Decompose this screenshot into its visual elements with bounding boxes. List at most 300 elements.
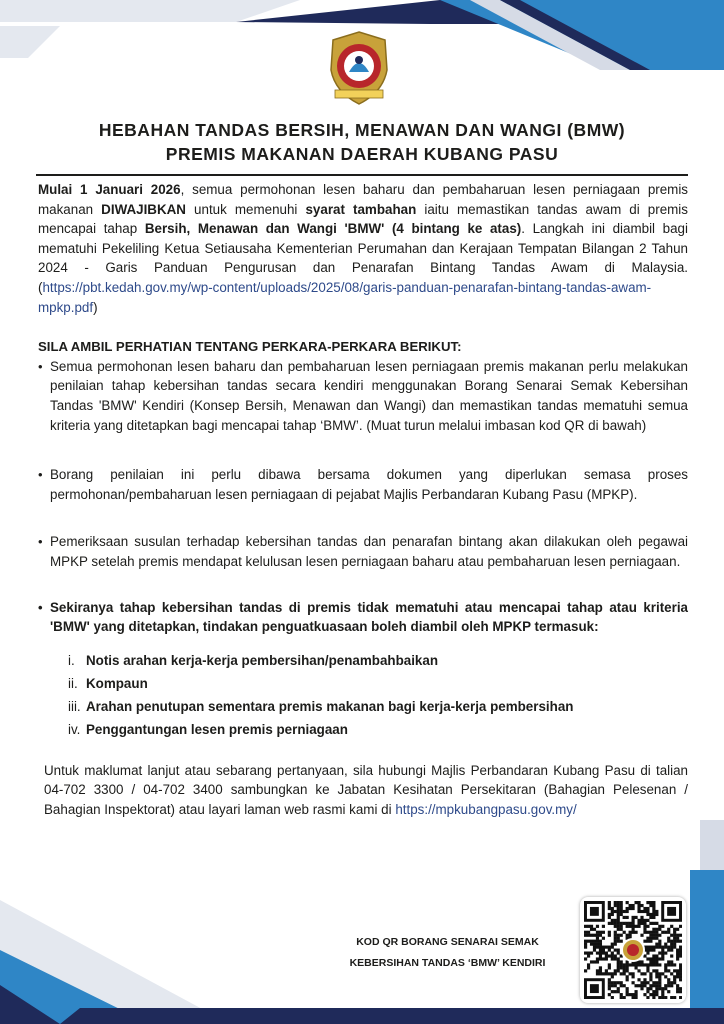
- qr-module: [593, 934, 596, 937]
- qr-module: [652, 901, 655, 904]
- qr-module: [646, 996, 649, 999]
- qr-module: [679, 996, 682, 999]
- qr-module: [643, 922, 646, 925]
- qr-module: [661, 987, 664, 990]
- qr-module: [670, 996, 673, 999]
- qr-module: [629, 972, 632, 975]
- title-line-2: PREMIS MAKANAN DAERAH KUBANG PASU: [165, 144, 559, 164]
- qr-module: [632, 925, 635, 928]
- qr-module: [596, 946, 599, 949]
- top-light-stripe: [470, 0, 630, 70]
- qr-module: [679, 946, 682, 949]
- qr-module: [676, 969, 679, 972]
- qr-module: [623, 966, 626, 969]
- qr-module: [652, 916, 655, 919]
- qr-module: [623, 984, 626, 987]
- qr-module: [676, 934, 679, 937]
- qr-module: [670, 972, 673, 975]
- qr-module: [617, 919, 620, 922]
- qr-module: [626, 978, 629, 981]
- qr-module: [637, 922, 640, 925]
- qr-module: [629, 934, 632, 937]
- qr-module: [673, 963, 676, 966]
- qr-module: [632, 975, 635, 978]
- list-item-follow-up: • Pemeriksaan susulan terhadap kebersihan tandas dan penarafan bintang akan dilakukan oleh pegawai MPKP setelah premis mendapat kelulusan lesen perniagaan baharu atau pembaharuan lesen perniagaan.: [38, 532, 688, 571]
- qr-module: [620, 928, 623, 931]
- qr-module: [632, 922, 635, 925]
- qr-module: [611, 984, 614, 987]
- qr-module: [676, 937, 679, 940]
- qr-module: [646, 937, 649, 940]
- qr-module: [620, 934, 623, 937]
- top-navy-band: [236, 0, 724, 24]
- qr-module: [664, 946, 667, 949]
- qr-module: [667, 984, 670, 987]
- qr-module: [676, 957, 679, 960]
- qr-module: [623, 996, 626, 999]
- qr-module: [608, 913, 611, 916]
- qr-module: [673, 940, 676, 943]
- qr-module: [658, 951, 661, 954]
- qr-module: [655, 975, 658, 978]
- action-text: Arahan penutupan sementara premis makanan bagi kerja-kerja pembersihan: [86, 698, 574, 714]
- qr-module: [623, 972, 626, 975]
- qr-finder: [590, 984, 599, 993]
- qr-module: [679, 925, 682, 928]
- qr-module: [617, 949, 620, 952]
- intro-text-3: iaitu memastikan tandas awam di premis mencapai tahap: [38, 201, 688, 237]
- qr-module: [620, 913, 623, 916]
- action-text: Notis arahan kerja-kerja pembersihan/penambahbaikan: [86, 652, 439, 668]
- qr-module: [605, 951, 608, 954]
- qr-module: [649, 978, 652, 981]
- qr-module: [664, 969, 667, 972]
- qr-module: [658, 957, 661, 960]
- qr-module: [643, 963, 646, 966]
- qr-module: [652, 931, 655, 934]
- qr-module: [640, 934, 643, 937]
- qr-module: [608, 907, 611, 910]
- qr-module: [614, 969, 617, 972]
- qr-module: [655, 913, 658, 916]
- qr-module: [614, 984, 617, 987]
- qr-module: [661, 972, 664, 975]
- qr-module: [646, 946, 649, 949]
- qr-module: [679, 987, 682, 990]
- qr-module: [661, 990, 664, 993]
- qr-module: [596, 957, 599, 960]
- qr-module: [634, 966, 637, 969]
- qr-module: [602, 931, 605, 934]
- qr-module: [620, 904, 623, 907]
- bottom-navy-strip: [60, 1008, 724, 1024]
- qr-module: [620, 922, 623, 925]
- qr-module: [617, 922, 620, 925]
- qr-module: [584, 969, 587, 972]
- qr-module: [646, 910, 649, 913]
- qr-module: [649, 937, 652, 940]
- qr-module: [605, 969, 608, 972]
- qr-module: [667, 960, 670, 963]
- qr-module: [679, 972, 682, 975]
- qr-module: [611, 946, 614, 949]
- qr-module: [655, 922, 658, 925]
- qr-module: [599, 954, 602, 957]
- qr-module: [679, 975, 682, 978]
- qr-module: [664, 987, 667, 990]
- qr-module: [605, 957, 608, 960]
- qr-module: [673, 928, 676, 931]
- qr-module: [599, 966, 602, 969]
- qr-module: [608, 934, 611, 937]
- qr-module: [658, 943, 661, 946]
- qr-module: [611, 975, 614, 978]
- qr-module: [605, 954, 608, 957]
- qr-module: [634, 901, 637, 904]
- qr-module: [602, 972, 605, 975]
- qr-module: [655, 981, 658, 984]
- qr-module: [655, 946, 658, 949]
- qr-module: [623, 916, 626, 919]
- qr-module: [649, 931, 652, 934]
- qr-module: [655, 954, 658, 957]
- qr-module: [667, 931, 670, 934]
- qr-module: [626, 993, 629, 996]
- qr-module: [652, 922, 655, 925]
- qr-module: [646, 925, 649, 928]
- intro-end: ): [93, 299, 98, 315]
- qr-module: [673, 937, 676, 940]
- qr-module: [584, 934, 587, 937]
- qr-module: [679, 949, 682, 952]
- qr-module: [617, 910, 620, 913]
- qr-module: [640, 987, 643, 990]
- qr-module: [584, 951, 587, 954]
- qr-module: [667, 949, 670, 952]
- qr-module: [632, 931, 635, 934]
- qr-module: [614, 931, 617, 934]
- qr-module: [593, 940, 596, 943]
- qr-module: [632, 916, 635, 919]
- qr-module: [596, 960, 599, 963]
- qr-module: [652, 990, 655, 993]
- qr-module: [602, 937, 605, 940]
- qr-module: [611, 919, 614, 922]
- qr-module: [643, 993, 646, 996]
- qr-module: [634, 916, 637, 919]
- qr-module: [667, 981, 670, 984]
- qr-module: [637, 901, 640, 904]
- qr-module: [649, 972, 652, 975]
- qr-module: [640, 963, 643, 966]
- qr-module: [643, 928, 646, 931]
- qr-module: [655, 957, 658, 960]
- qr-module: [649, 922, 652, 925]
- qr-module: [676, 949, 679, 952]
- qr-module: [614, 910, 617, 913]
- qr-module: [611, 907, 614, 910]
- qr-module: [614, 901, 617, 904]
- qr-module: [649, 984, 652, 987]
- qr-module: [652, 946, 655, 949]
- top-left-arrow: [0, 26, 60, 58]
- qr-module: [611, 951, 614, 954]
- qr-module: [632, 981, 635, 984]
- qr-module: [661, 954, 664, 957]
- top-light-band: [0, 0, 300, 22]
- qr-module: [640, 919, 643, 922]
- qr-module: [584, 931, 587, 934]
- qr-module: [664, 943, 667, 946]
- qr-module: [661, 951, 664, 954]
- qr-module: [673, 978, 676, 981]
- qr-module: [667, 928, 670, 931]
- qr-module: [617, 901, 620, 904]
- document-body: [38, 180, 688, 819]
- qr-module: [632, 904, 635, 907]
- qr-module: [646, 907, 649, 910]
- qr-module: [679, 963, 682, 966]
- qr-module: [658, 996, 661, 999]
- intro-text-2: untuk memenuhi: [185, 201, 306, 217]
- qr-module: [658, 975, 661, 978]
- qr-module: [623, 910, 626, 913]
- qr-module: [629, 904, 632, 907]
- qr-module: [608, 972, 611, 975]
- qr-module: [599, 949, 602, 952]
- qr-module: [667, 969, 670, 972]
- qr-module: [652, 937, 655, 940]
- qr-module: [626, 987, 629, 990]
- qr-module: [655, 910, 658, 913]
- action-item: [68, 672, 688, 695]
- qr-module: [617, 934, 620, 937]
- qr-module: [599, 957, 602, 960]
- qr-module: [637, 907, 640, 910]
- qr-module: [664, 984, 667, 987]
- qr-module: [664, 966, 667, 969]
- qr-code-icon[interactable]: [584, 901, 682, 999]
- qr-module: [587, 931, 590, 934]
- qr-module: [637, 984, 640, 987]
- qr-module: [667, 940, 670, 943]
- qr-module: [667, 946, 670, 949]
- qr-module: [584, 940, 587, 943]
- mpkp-logo-icon: [325, 30, 393, 106]
- qr-module: [661, 931, 664, 934]
- qr-module: [596, 937, 599, 940]
- qr-module: [608, 901, 611, 904]
- qr-module: [617, 963, 620, 966]
- qr-module: [673, 969, 676, 972]
- qr-module: [643, 940, 646, 943]
- qr-module: [646, 940, 649, 943]
- qr-module: [652, 934, 655, 937]
- intro-text-1: , semua permohonan lesen baharu dan pembaharuan lesen perniagaan premis makanan: [38, 182, 688, 217]
- qr-module: [596, 931, 599, 934]
- qr-module: [626, 934, 629, 937]
- qr-module: [649, 975, 652, 978]
- qr-module: [655, 990, 658, 993]
- qr-module: [620, 960, 623, 963]
- qr-module: [602, 949, 605, 952]
- enforcement-actions: [68, 649, 688, 741]
- qr-module: [646, 913, 649, 916]
- qr-module: [629, 907, 632, 910]
- notice-heading: SILA AMBIL PERHATIAN TENTANG PERKARA-PERKARA BERIKUT:: [38, 339, 462, 355]
- qr-module: [620, 993, 623, 996]
- additional-requirement: syarat tambahan: [305, 201, 417, 217]
- bottom-light-band: [0, 900, 230, 1024]
- qr-module: [599, 940, 602, 943]
- qr-module: [643, 925, 646, 928]
- qr-module: [611, 943, 614, 946]
- qr-module: [643, 919, 646, 922]
- qr-module: [596, 925, 599, 928]
- qr-module: [649, 913, 652, 916]
- qr-module: [664, 931, 667, 934]
- bottom-right-light: [700, 820, 724, 870]
- action-text: Kompaun: [86, 675, 148, 691]
- qr-module: [658, 940, 661, 943]
- qr-module: [652, 904, 655, 907]
- qr-module: [593, 949, 596, 952]
- qr-module: [629, 963, 632, 966]
- qr-module: [584, 946, 587, 949]
- qr-module: [673, 943, 676, 946]
- qr-module: [655, 934, 658, 937]
- qr-module: [596, 934, 599, 937]
- bottom-right-teal: [690, 870, 724, 1008]
- qr-module: [587, 954, 590, 957]
- qr-module: [620, 996, 623, 999]
- qr-module: [646, 981, 649, 984]
- qr-module: [649, 957, 652, 960]
- qr-module: [670, 981, 673, 984]
- qr-module: [632, 996, 635, 999]
- qr-module: [614, 990, 617, 993]
- top-teal-band: [440, 0, 724, 70]
- qr-module: [587, 934, 590, 937]
- qr-module: [670, 954, 673, 957]
- qr-module: [643, 978, 646, 981]
- qr-module: [617, 907, 620, 910]
- qr-module: [608, 987, 611, 990]
- qr-caption-line-2: KEBERSIHAN TANDAS ‘BMW’ KENDIRI: [349, 957, 546, 969]
- qr-module: [655, 937, 658, 940]
- qr-module: [587, 963, 590, 966]
- qr-module: [617, 969, 620, 972]
- qr-module: [676, 984, 679, 987]
- qr-module: [640, 981, 643, 984]
- action-number: iii.: [68, 698, 81, 714]
- qr-module: [617, 916, 620, 919]
- qr-module: [679, 954, 682, 957]
- qr-module: [590, 943, 593, 946]
- qr-module: [652, 910, 655, 913]
- website-link[interactable]: https://mpkubangpasu.gov.my/: [395, 801, 577, 817]
- qr-module: [608, 963, 611, 966]
- qr-module: [655, 960, 658, 963]
- qr-code-card[interactable]: [580, 897, 686, 1003]
- action-item: [68, 718, 688, 741]
- action-item: [68, 649, 688, 672]
- qr-module: [655, 984, 658, 987]
- qr-finder: [590, 907, 599, 916]
- qr-module: [617, 913, 620, 916]
- qr-module: [614, 925, 617, 928]
- qr-module: [617, 966, 620, 969]
- qr-module: [617, 987, 620, 990]
- qr-module: [596, 969, 599, 972]
- qr-module: [676, 954, 679, 957]
- qr-module: [676, 940, 679, 943]
- qr-module: [640, 984, 643, 987]
- qr-module: [620, 963, 623, 966]
- qr-module: [599, 934, 602, 937]
- qr-module: [587, 940, 590, 943]
- qr-module: [670, 949, 673, 952]
- qr-module: [673, 946, 676, 949]
- qr-module: [614, 954, 617, 957]
- qr-module: [608, 966, 611, 969]
- qr-module: [593, 946, 596, 949]
- guideline-link[interactable]: https://pbt.kedah.gov.my/wp-content/uploads/2025/08/garis-panduan-penarafan-bintang-tandas-awam-mpkp.pdf: [38, 279, 652, 315]
- enforcement-text: Sekiranya tahap kebersihan tandas di premis tidak mematuhi atau mencapai tahap atau kriteria 'BMW' yang ditetapkan, tindakan penguatkuasaan boleh diambil oleh MPKP termasuk:: [50, 599, 688, 635]
- qr-module: [679, 990, 682, 993]
- qr-module: [626, 963, 629, 966]
- qr-module: [646, 949, 649, 952]
- qr-module: [649, 901, 652, 904]
- qr-module: [670, 940, 673, 943]
- qr-module: [673, 934, 676, 937]
- qr-module: [599, 931, 602, 934]
- qr-module: [623, 963, 626, 966]
- qr-module: [611, 990, 614, 993]
- qr-module: [652, 954, 655, 957]
- qr-module: [649, 946, 652, 949]
- announcement-title: [30, 118, 694, 166]
- qr-module: [646, 963, 649, 966]
- qr-module: [649, 904, 652, 907]
- qr-module: [673, 975, 676, 978]
- qr-module: [655, 969, 658, 972]
- qr-module: [608, 916, 611, 919]
- qr-module: [667, 963, 670, 966]
- qr-module: [614, 943, 617, 946]
- qr-module: [626, 910, 629, 913]
- qr-module: [614, 957, 617, 960]
- qr-module: [646, 990, 649, 993]
- qr-module: [608, 922, 611, 925]
- qr-module: [643, 931, 646, 934]
- qr-module: [602, 957, 605, 960]
- qr-module: [620, 984, 623, 987]
- qr-module: [611, 922, 614, 925]
- qr-module: [602, 946, 605, 949]
- qr-module: [608, 981, 611, 984]
- qr-module: [590, 934, 593, 937]
- qr-module: [634, 984, 637, 987]
- qr-module: [626, 990, 629, 993]
- qr-module: [626, 969, 629, 972]
- qr-module: [617, 904, 620, 907]
- qr-module: [637, 963, 640, 966]
- qr-module: [652, 969, 655, 972]
- qr-module: [617, 928, 620, 931]
- qr-module: [637, 904, 640, 907]
- qr-module: [593, 960, 596, 963]
